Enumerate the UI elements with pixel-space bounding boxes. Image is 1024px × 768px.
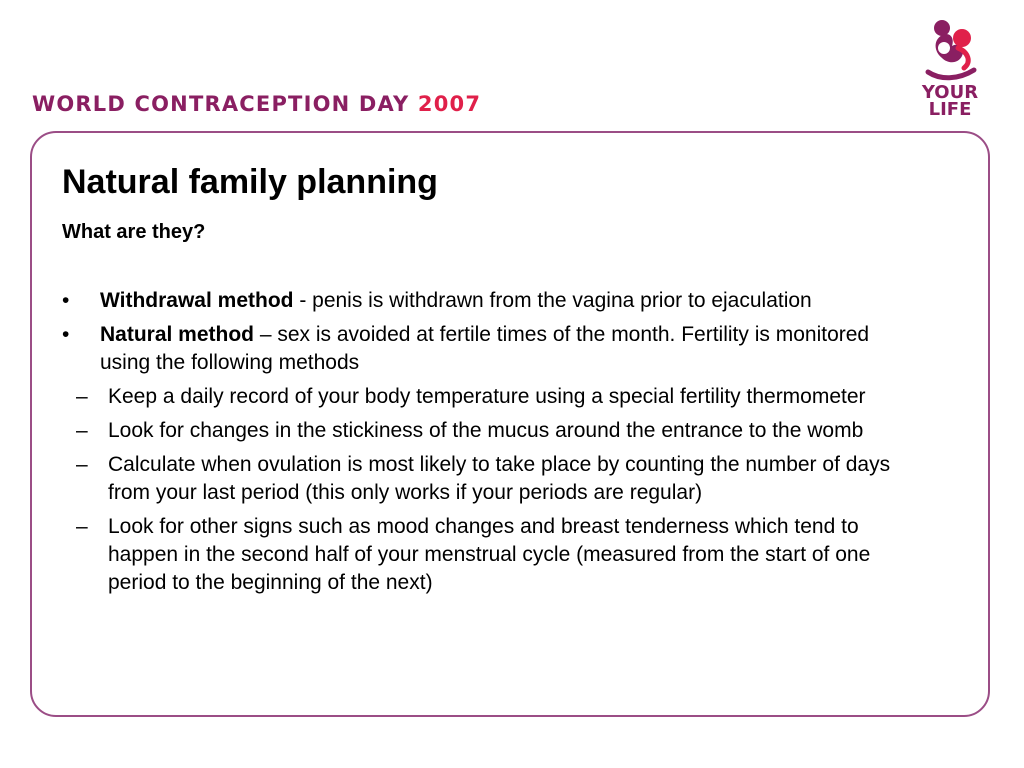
- dash-marker: –: [76, 419, 88, 442]
- banner-year: 2007: [417, 92, 482, 116]
- bullet-marker: •: [62, 323, 70, 346]
- sub-bullet-text: Look for other signs such as mood changes and breast tenderness which tend to happen in the second half of your menstrual cycle (measured from the start of one period to the beginning of the next): [108, 515, 871, 594]
- event-banner: [32, 92, 481, 116]
- banner-main-text: WORLD CONTRACEPTION DAY: [32, 92, 418, 116]
- sub-bullet-item: [62, 513, 922, 597]
- bullet-text: – sex is avoided at fertile times of the month. Fertility is monitored using the following methods: [100, 323, 870, 374]
- sub-bullet-text: Calculate when ovulation is most likely to take place by counting the number of days from your last period (this only works if your periods are regular): [108, 453, 891, 504]
- dash-marker: –: [76, 385, 88, 408]
- sub-bullet-item: [62, 383, 922, 411]
- couple-heart-icon: [918, 14, 982, 84]
- sub-bullet-text: Keep a daily record of your body temperature using a special fertility thermometer: [108, 385, 866, 408]
- bullet-marker: •: [62, 289, 70, 312]
- dash-marker: –: [76, 453, 88, 476]
- logo-text-your: YOUR: [921, 82, 979, 103]
- bullet-item-natural: [62, 321, 922, 377]
- slide-subtitle: What are they?: [62, 221, 206, 243]
- dash-marker: –: [76, 515, 88, 538]
- bullet-lead: Natural method: [100, 323, 255, 346]
- your-life-logo: [918, 14, 982, 124]
- bullet-item-withdrawal: [62, 287, 922, 315]
- logo-text-life: LIFE: [928, 99, 972, 120]
- sub-bullet-list: [62, 383, 922, 597]
- sub-bullet-item: [62, 417, 922, 445]
- bullet-text: - penis is withdrawn from the vagina prior to ejaculation: [293, 289, 812, 312]
- bullet-lead: Withdrawal method: [100, 289, 294, 312]
- bullet-list: [62, 287, 922, 603]
- sub-bullet-text: Look for changes in the stickiness of the mucus around the entrance to the womb: [108, 419, 864, 442]
- slide-title: Natural family planning: [62, 163, 438, 201]
- sub-bullet-item: [62, 451, 922, 507]
